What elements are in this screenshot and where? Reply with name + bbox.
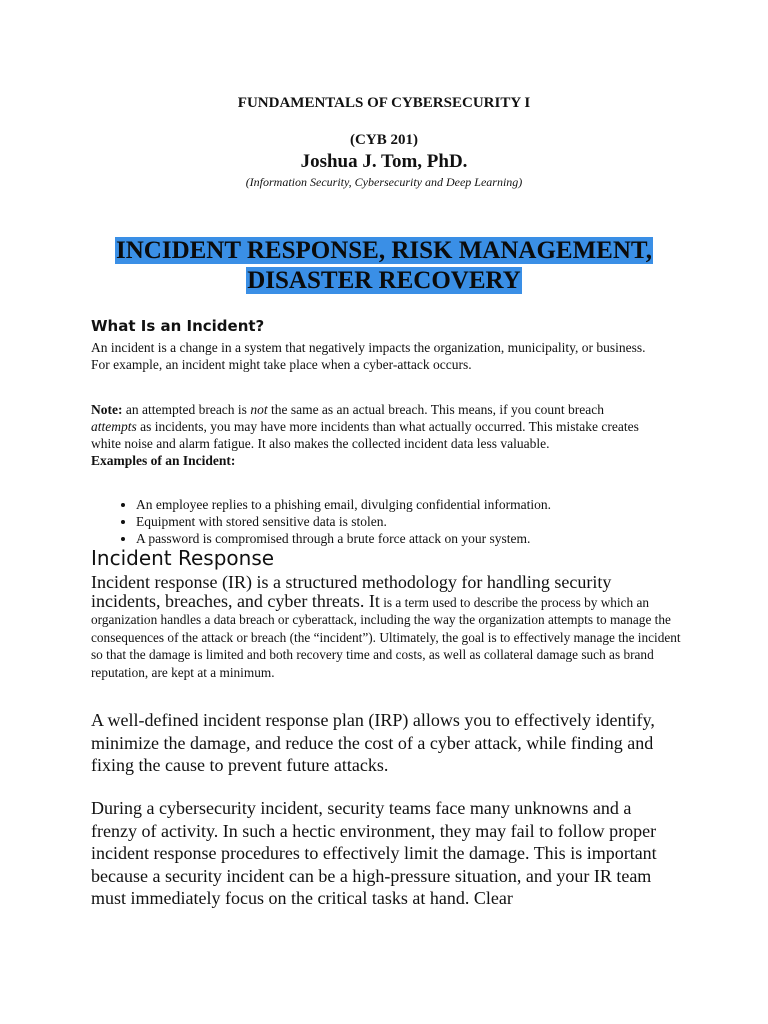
note-label: Note: — [91, 402, 123, 417]
note-text-3: as incidents, you may have more incidents than what actually occurred. This mistake creates white noise and alarm fatigue. It also makes the collected incident data less valuable. — [91, 419, 639, 451]
ir-intro-small-text: is a term used to describe the process by which an organization handles a data breach or cyberattack, including the way the organization attempts to manage the consequences of the attack or breach (the “incident”). Ultimately, the goal is to effectively manage the incident so that the damage is limited and both recovery time and costs, as well as collateral damage such as brand reputation, are kept at a minimum. — [91, 594, 681, 680]
author-name: Joshua J. Tom, PhD. — [300, 151, 468, 172]
list-item: • A password is compromised through a brute force attack on your system. — [136, 530, 696, 547]
list-item: • Equipment with stored sensitive data is stolen. — [136, 513, 696, 530]
incident-unknowns-paragraph: During a cybersecurity incident, security teams face many unknowns and a frenzy of activity. In such a hectic environment, they may fail to follow proper incident response procedures to effectively limit the damage. This is important because a security incident can be a high-pressure situation, and your IR team must immediately focus on the critical tasks at hand. Clear — [91, 798, 657, 908]
incident-definition-paragraph: An incident is a change in a system that negatively impacts the organization, municipality, or business. For example, an incident might take place when a cyber-attack occurs. — [91, 340, 646, 372]
course-title: FUNDAMENTALS OF CYBERSECURITY I — [237, 95, 531, 111]
chapter-title-line1: INCIDENT RESPONSE, RISK MANAGEMENT, — [116, 237, 652, 264]
examples-list — [106, 496, 696, 547]
note-emphasis-attempts: attempts — [91, 419, 137, 434]
section-heading-incident-response: Incident Response — [91, 546, 275, 570]
chapter-title — [0, 236, 768, 296]
ir-intro-large-text: Incident response (IR) is a structured methodology for handling security incidents, breaches, and cyber threats. It — [91, 572, 612, 611]
chapter-title-line2: DISASTER RECOVERY — [247, 267, 521, 294]
author-affiliation: (Information Security, Cybersecurity and Deep Learning) — [245, 175, 523, 189]
examples-heading: Examples of an Incident: — [91, 453, 236, 468]
note-paragraph — [91, 401, 651, 469]
note-text-1: an attempted breach is — [122, 402, 251, 417]
course-code: (CYB 201) — [350, 132, 418, 148]
irp-paragraph: A well-defined incident response plan (IRP) allows you to effectively identify, minimize the damage, and reduce the cost of a cyber attack, while finding and fixing the cause to prevent future attacks. — [91, 710, 655, 775]
note-text-2: the same as an actual breach. This means, if you count breach — [267, 402, 604, 417]
section-heading-what-is-incident: What Is an Incident? — [91, 317, 265, 335]
note-emphasis-not: not — [250, 402, 268, 417]
list-item: • An employee replies to a phishing email, divulging confidential information. — [136, 496, 696, 513]
incident-response-paragraph — [91, 574, 681, 681]
